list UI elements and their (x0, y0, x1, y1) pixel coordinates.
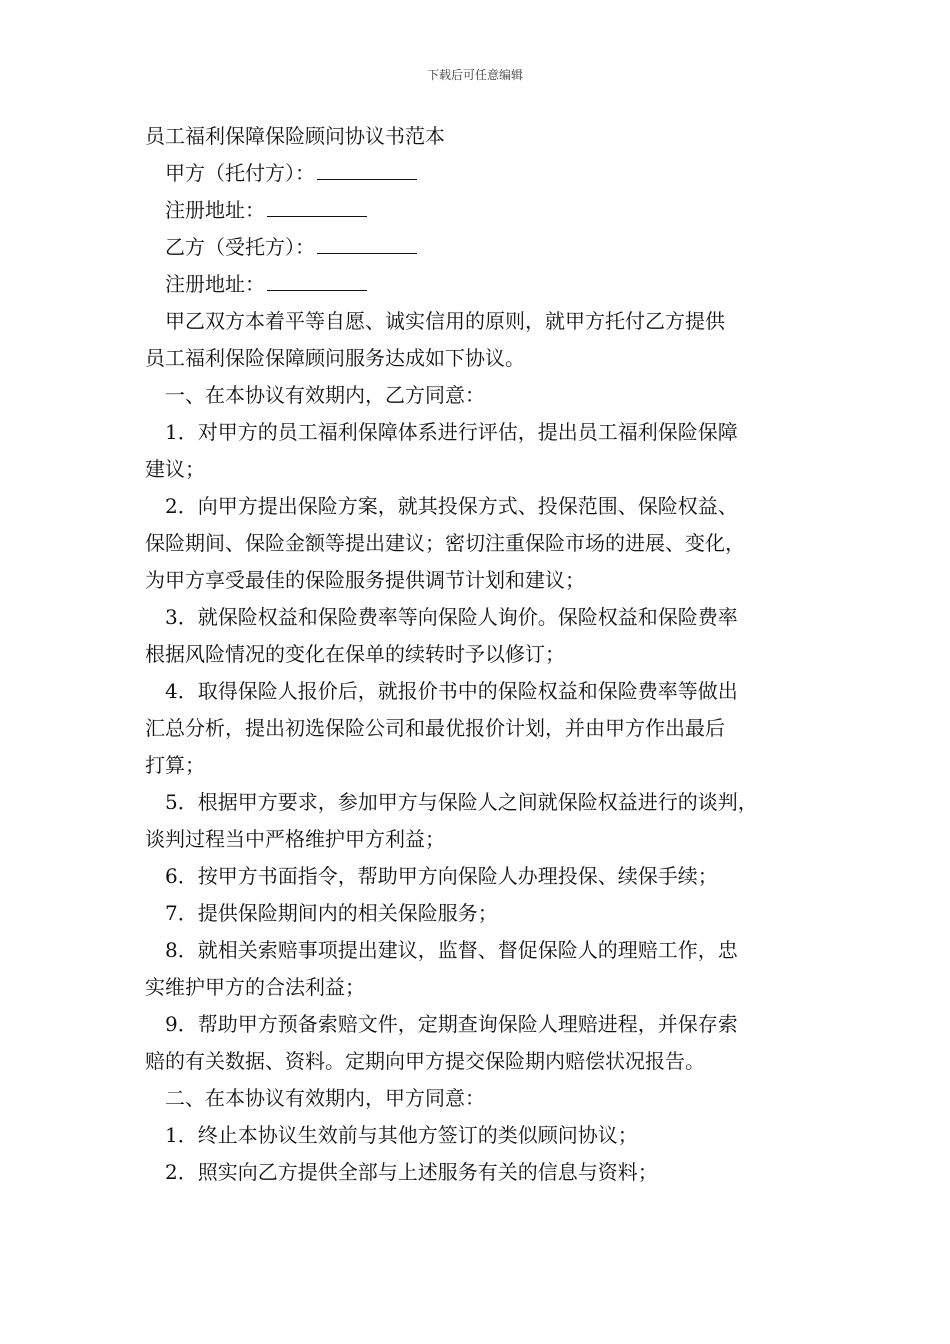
item-line: 实维护甲方的合法利益； (145, 975, 365, 999)
item-line: 8．就相关索赔事项提出建议，监督、督促保险人的理赔工作，忠 (165, 938, 738, 962)
item-line: 9．帮助甲方预备索赔文件，定期查询保险人理赔进程，并保存索 (165, 1012, 738, 1036)
section-1-heading: 一、在本协议有效期内，乙方同意： (165, 383, 485, 407)
item-line: 1．对甲方的员工福利保障体系进行评估，提出员工福利保险保障 (165, 420, 738, 444)
party-a-address-line (145, 192, 810, 229)
party-b-blank (317, 231, 417, 254)
item-line: 赔的有关数据、资料。定期向甲方提交保险期内赔偿状况报告。 (145, 1049, 705, 1073)
item-line: 6．按甲方书面指令，帮助甲方向保险人办理投保、续保手续； (165, 864, 718, 888)
section-1-item (145, 784, 810, 858)
intro-line: 甲乙双方本着平等自愿、诚实信用的原则，就甲方托付乙方提供 (165, 309, 725, 333)
item-line: 3．就保险权益和保险费率等向保险人询价。保险权益和保险费率 (165, 605, 738, 629)
party-b-address-line (145, 266, 810, 303)
section-1-item (145, 858, 810, 895)
party-a-line (145, 155, 810, 192)
section-1-item (145, 895, 810, 932)
section-2-item: 1．终止本协议生效前与其他方签订的类似顾问协议； (165, 1123, 638, 1147)
party-b-line (145, 229, 810, 266)
item-line: 2．向甲方提出保险方案，就其投保方式、投保范围、保险权益、 (165, 494, 738, 518)
section-1-item (145, 673, 810, 784)
item-line: 5．根据甲方要求，参加甲方与保险人之间就保险权益进行的谈判， (165, 790, 758, 814)
item-line: 7．提供保险期间内的相关保险服务； (165, 901, 498, 925)
section-1-item (145, 932, 810, 1006)
party-b-address-label: 注册地址： (165, 272, 265, 296)
item-line: 4．取得保险人报价后，就报价书中的保险权益和保险费率等做出 (165, 679, 738, 703)
section-1-item (145, 1006, 810, 1080)
section-2-item: 2．照实向乙方提供全部与上述服务有关的信息与资料； (165, 1160, 658, 1184)
document-title: 员工福利保障保险顾问协议书范本 (145, 124, 445, 148)
item-line: 谈判过程当中严格维护甲方利益； (145, 827, 445, 851)
item-line: 根据风险情况的变化在保单的续转时予以修订； (145, 642, 565, 666)
item-line: 汇总分析，提出初选保险公司和最优报价计划，并由甲方作出最后 (145, 716, 725, 740)
party-a-address-blank (267, 194, 367, 217)
party-b-address-blank (267, 268, 367, 291)
party-a-blank (317, 157, 417, 180)
section-1-item (145, 414, 810, 488)
intro-line: 员工福利保险保障顾问服务达成如下协议。 (145, 346, 525, 370)
party-a-address-label: 注册地址： (165, 198, 265, 222)
party-a-label: 甲方（托付方）： (165, 161, 315, 185)
document-body (145, 118, 810, 1191)
item-line: 打算； (145, 753, 205, 777)
item-line: 建议； (145, 457, 205, 481)
section-1-item (145, 599, 810, 673)
item-line: 为甲方享受最佳的保险服务提供调节计划和建议； (145, 568, 585, 592)
page-header-note: 下载后可任意编辑 (426, 68, 523, 82)
item-line: 保险期间、保险金额等提出建议；密切注重保险市场的进展、变化， (145, 531, 745, 555)
section-1-item (145, 488, 810, 599)
party-b-label: 乙方（受托方）： (165, 235, 315, 259)
section-2-heading: 二、在本协议有效期内，甲方同意： (165, 1086, 485, 1110)
